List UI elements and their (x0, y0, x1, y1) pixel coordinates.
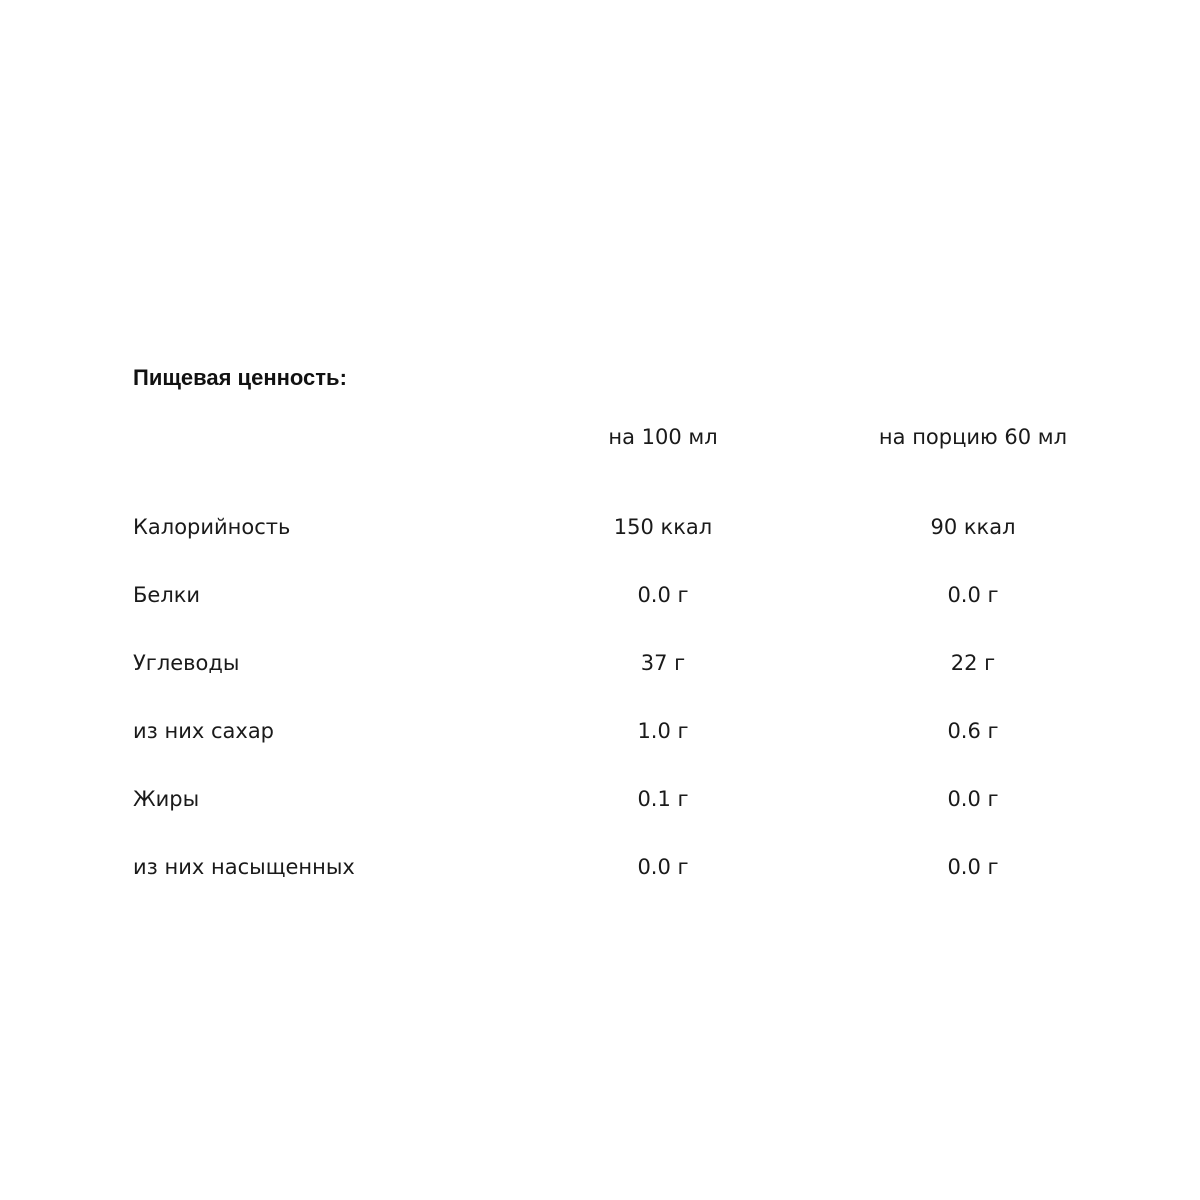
row-label: из них сахар (133, 719, 275, 743)
nutrition-table (133, 416, 1133, 899)
row-value-per-100: 0.0 г (637, 855, 689, 879)
row-label: Углеводы (133, 651, 240, 675)
table-row (133, 695, 1133, 763)
row-value-per-100: 150 ккал (613, 515, 713, 539)
column-header-per-100: на 100 мл (608, 425, 718, 449)
column-header-per-portion: на порцию 60 мл (878, 425, 1068, 449)
row-label: Калорийность (133, 515, 291, 539)
row-label: Жиры (133, 787, 200, 811)
nutrition-panel (133, 360, 1133, 899)
table-row (133, 763, 1133, 831)
table-row (133, 559, 1133, 627)
row-value-per-100: 0.1 г (637, 787, 689, 811)
table-row (133, 491, 1133, 559)
row-value-per-100: 0.0 г (637, 583, 689, 607)
row-value-per-portion: 0.0 г (947, 855, 999, 879)
row-value-per-100: 37 г (640, 651, 686, 675)
row-label: из них насыщенных (133, 855, 355, 879)
row-label: Белки (133, 583, 201, 607)
table-header-row (133, 416, 1133, 458)
row-value-per-portion: 22 г (950, 651, 996, 675)
table-row (133, 831, 1133, 899)
row-value-per-portion: 0.0 г (947, 787, 999, 811)
row-value-per-portion: 0.6 г (947, 719, 999, 743)
row-value-per-portion: 90 ккал (930, 515, 1016, 539)
nutrition-title: Пищевая ценность: (133, 365, 347, 390)
row-value-per-portion: 0.0 г (947, 583, 999, 607)
row-value-per-100: 1.0 г (637, 719, 689, 743)
table-row (133, 627, 1133, 695)
